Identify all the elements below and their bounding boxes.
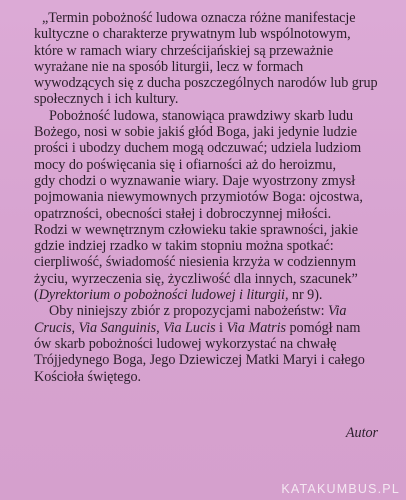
text-line: gdzie indziej rzadko w takim stopniu można spotkać: [34, 238, 334, 255]
text-line: Bożego, nosi w sobie jakiś głód Boga, jaki jedynie ludzie [34, 124, 358, 141]
text-line: pojmowania niewymownych przymiotów Boga: ojcostwa, [34, 189, 363, 206]
paragraph-3 [34, 303, 383, 384]
text-run-italic: Via Matris [226, 319, 286, 336]
text-line: cierpliwość, świadomość niesienia krzyża w codziennym [34, 254, 356, 271]
citation-line [34, 287, 383, 303]
citation-open: ( [34, 287, 39, 304]
text-line: prości i ubodzy duchem mogą odczuwać; udziela ludziom [34, 140, 362, 157]
text-run: , [156, 319, 164, 336]
text-run-italic: Via Lucis [163, 319, 216, 336]
text-line: życiu, wyrzeczenia się, życzliwość dla innych, szacunek” [34, 270, 358, 287]
text-line: mocy do poświęcania się i ofiarności aż do heroizmu, [34, 156, 336, 173]
text-line: społecznych i ich kultury. [34, 91, 179, 108]
text-line: Trójjedynego Boga, Jego Dziewiczej Matki Maryi i całego [34, 352, 365, 369]
text-line [34, 303, 383, 319]
text-run: , [71, 319, 79, 336]
citation-title: Dyrektorium o pobożności ludowej i liturgii [38, 287, 285, 304]
text-line: Kościoła świętego. [34, 368, 142, 385]
citation-rest: , nr 9). [284, 287, 323, 304]
text-line: kultyczne o charakterze prywatnym lub wspólnotowym, [34, 26, 351, 43]
text-line: wyrażane nie na sposób liturgii, lecz w formach [34, 58, 304, 75]
text-run-italic: Crucis [34, 319, 72, 336]
text-run-italic: Via [327, 303, 347, 320]
text-line: „Termin pobożność ludowa oznacza różne manifestacje [42, 10, 356, 26]
text-line: które w ramach wiary chrześcijańskiej są przeważnie [34, 42, 334, 59]
text-run: Oby niniejszy zbiór z propozycjami nabożeństw: [49, 303, 328, 320]
watermark: KATAKUMBUS.PL [281, 482, 400, 496]
text-line: ów skarb pobożności ludowej wykorzystać na chwałę [34, 335, 337, 352]
text-line: opatrzności, obecności stałej i dobroczynnej miłości. [34, 205, 332, 222]
paragraph-2 [34, 108, 383, 304]
text-line [34, 320, 383, 336]
text-line: gdy chodzi o wyznawanie wiary. Daje wyostrzony zmysł [34, 172, 356, 189]
text-line: wywodzących się z ducha poszczególnych narodów lub grup [34, 75, 378, 92]
text-line: Pobożność ludowa, stanowiąca prawdziwy skarb ludu [49, 107, 354, 124]
text-run-italic: Via Sanguinis [78, 319, 157, 336]
text-run: pomógł nam [286, 319, 361, 336]
text-line: Rodzi w wewnętrznym człowieku takie sprawności, jakie [34, 221, 358, 238]
text-body [34, 10, 383, 385]
text-run: i [215, 319, 227, 336]
author-signature: Autor [345, 425, 378, 441]
paragraph-1 [34, 10, 383, 108]
